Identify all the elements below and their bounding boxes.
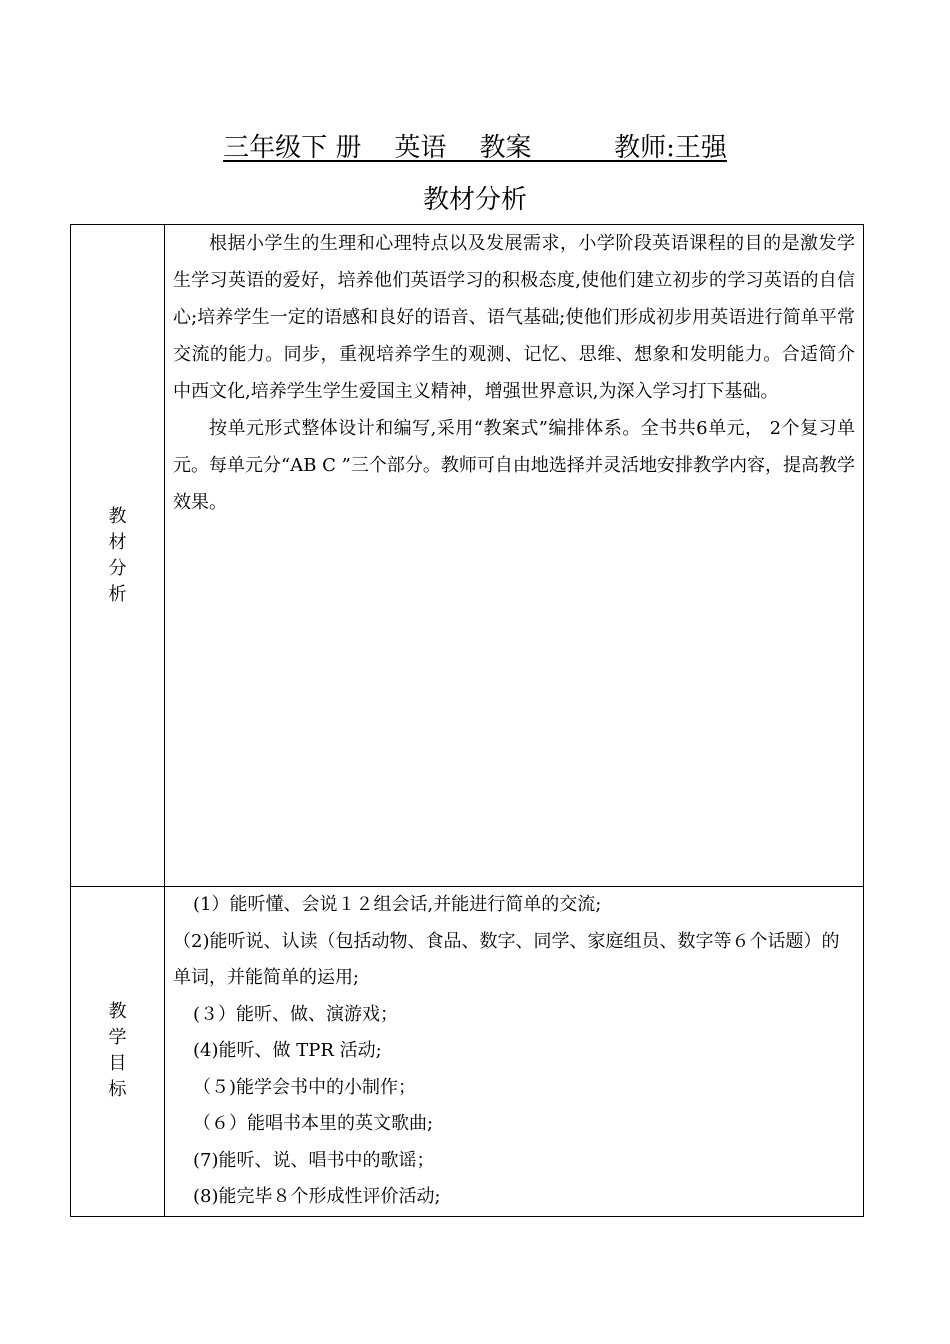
page-title-text: 三年级下 册 英语 教案 教师:王强 bbox=[223, 133, 727, 163]
analysis-label: 教材分析 bbox=[108, 505, 127, 605]
goals-label-cell bbox=[71, 887, 165, 1217]
goal-item: (4)能听、做 TPR 活动; bbox=[193, 1040, 382, 1061]
analysis-paragraph: 根据小学生的生理和心理特点以及发展需求，小学阶段英语课程的目的是激发学生学习英语的爱好，培养他们英语学习的积极态度,使他们建立初步的学习英语的自信心;培养学生一定的语感和良好的语音、语气基础;使他们形成初步用英语进行简单平常交流的能力。同步，重视培养学生的观测、记忆、思维、想象和发明能力。合适简介中西文化,培养学生学生爱国主义精神，增强世界意识,为深入学习打下基础。 bbox=[173, 233, 855, 402]
goal-item: (8)能完毕８个形成性评价活动; bbox=[193, 1186, 441, 1207]
goal-item: (３）能听、做、演游戏； bbox=[193, 1003, 399, 1025]
goals-label: 教学目标 bbox=[108, 1001, 127, 1101]
analysis-label-cell bbox=[71, 225, 165, 887]
analysis-row bbox=[71, 225, 864, 887]
analysis-content-cell bbox=[165, 225, 864, 887]
goal-item: (1）能听懂、会说１２组会话,并能进行简单的交流; bbox=[193, 894, 602, 915]
goals-row bbox=[71, 887, 864, 1217]
page-title bbox=[0, 128, 950, 168]
goal-item: （５)能学会书中的小制作； bbox=[193, 1076, 417, 1098]
goals-list bbox=[165, 887, 863, 1216]
goal-item: (7)能听、说、唱书中的歌谣； bbox=[193, 1149, 435, 1171]
goal-item: （2)能听说、认读（包括动物、食品、数字、同学、家庭组员、数字等６个话题）的单词，并能简单的运用; bbox=[173, 930, 840, 988]
section-heading: 教材分析 bbox=[422, 185, 527, 215]
goal-item: （６）能唱书本里的英文歌曲; bbox=[193, 1113, 434, 1134]
analysis-content bbox=[165, 225, 863, 521]
lesson-plan-table bbox=[70, 224, 864, 1217]
goals-content-cell bbox=[165, 887, 864, 1217]
analysis-paragraph: 按单元形式整体设计和编写,采用“教案式”编排体系。全书共6单元， 2个复习单元。每单元分“AB C ”三个部分。教师可自由地选择并灵活地安排教学内容，提高教学效果。 bbox=[173, 418, 855, 513]
